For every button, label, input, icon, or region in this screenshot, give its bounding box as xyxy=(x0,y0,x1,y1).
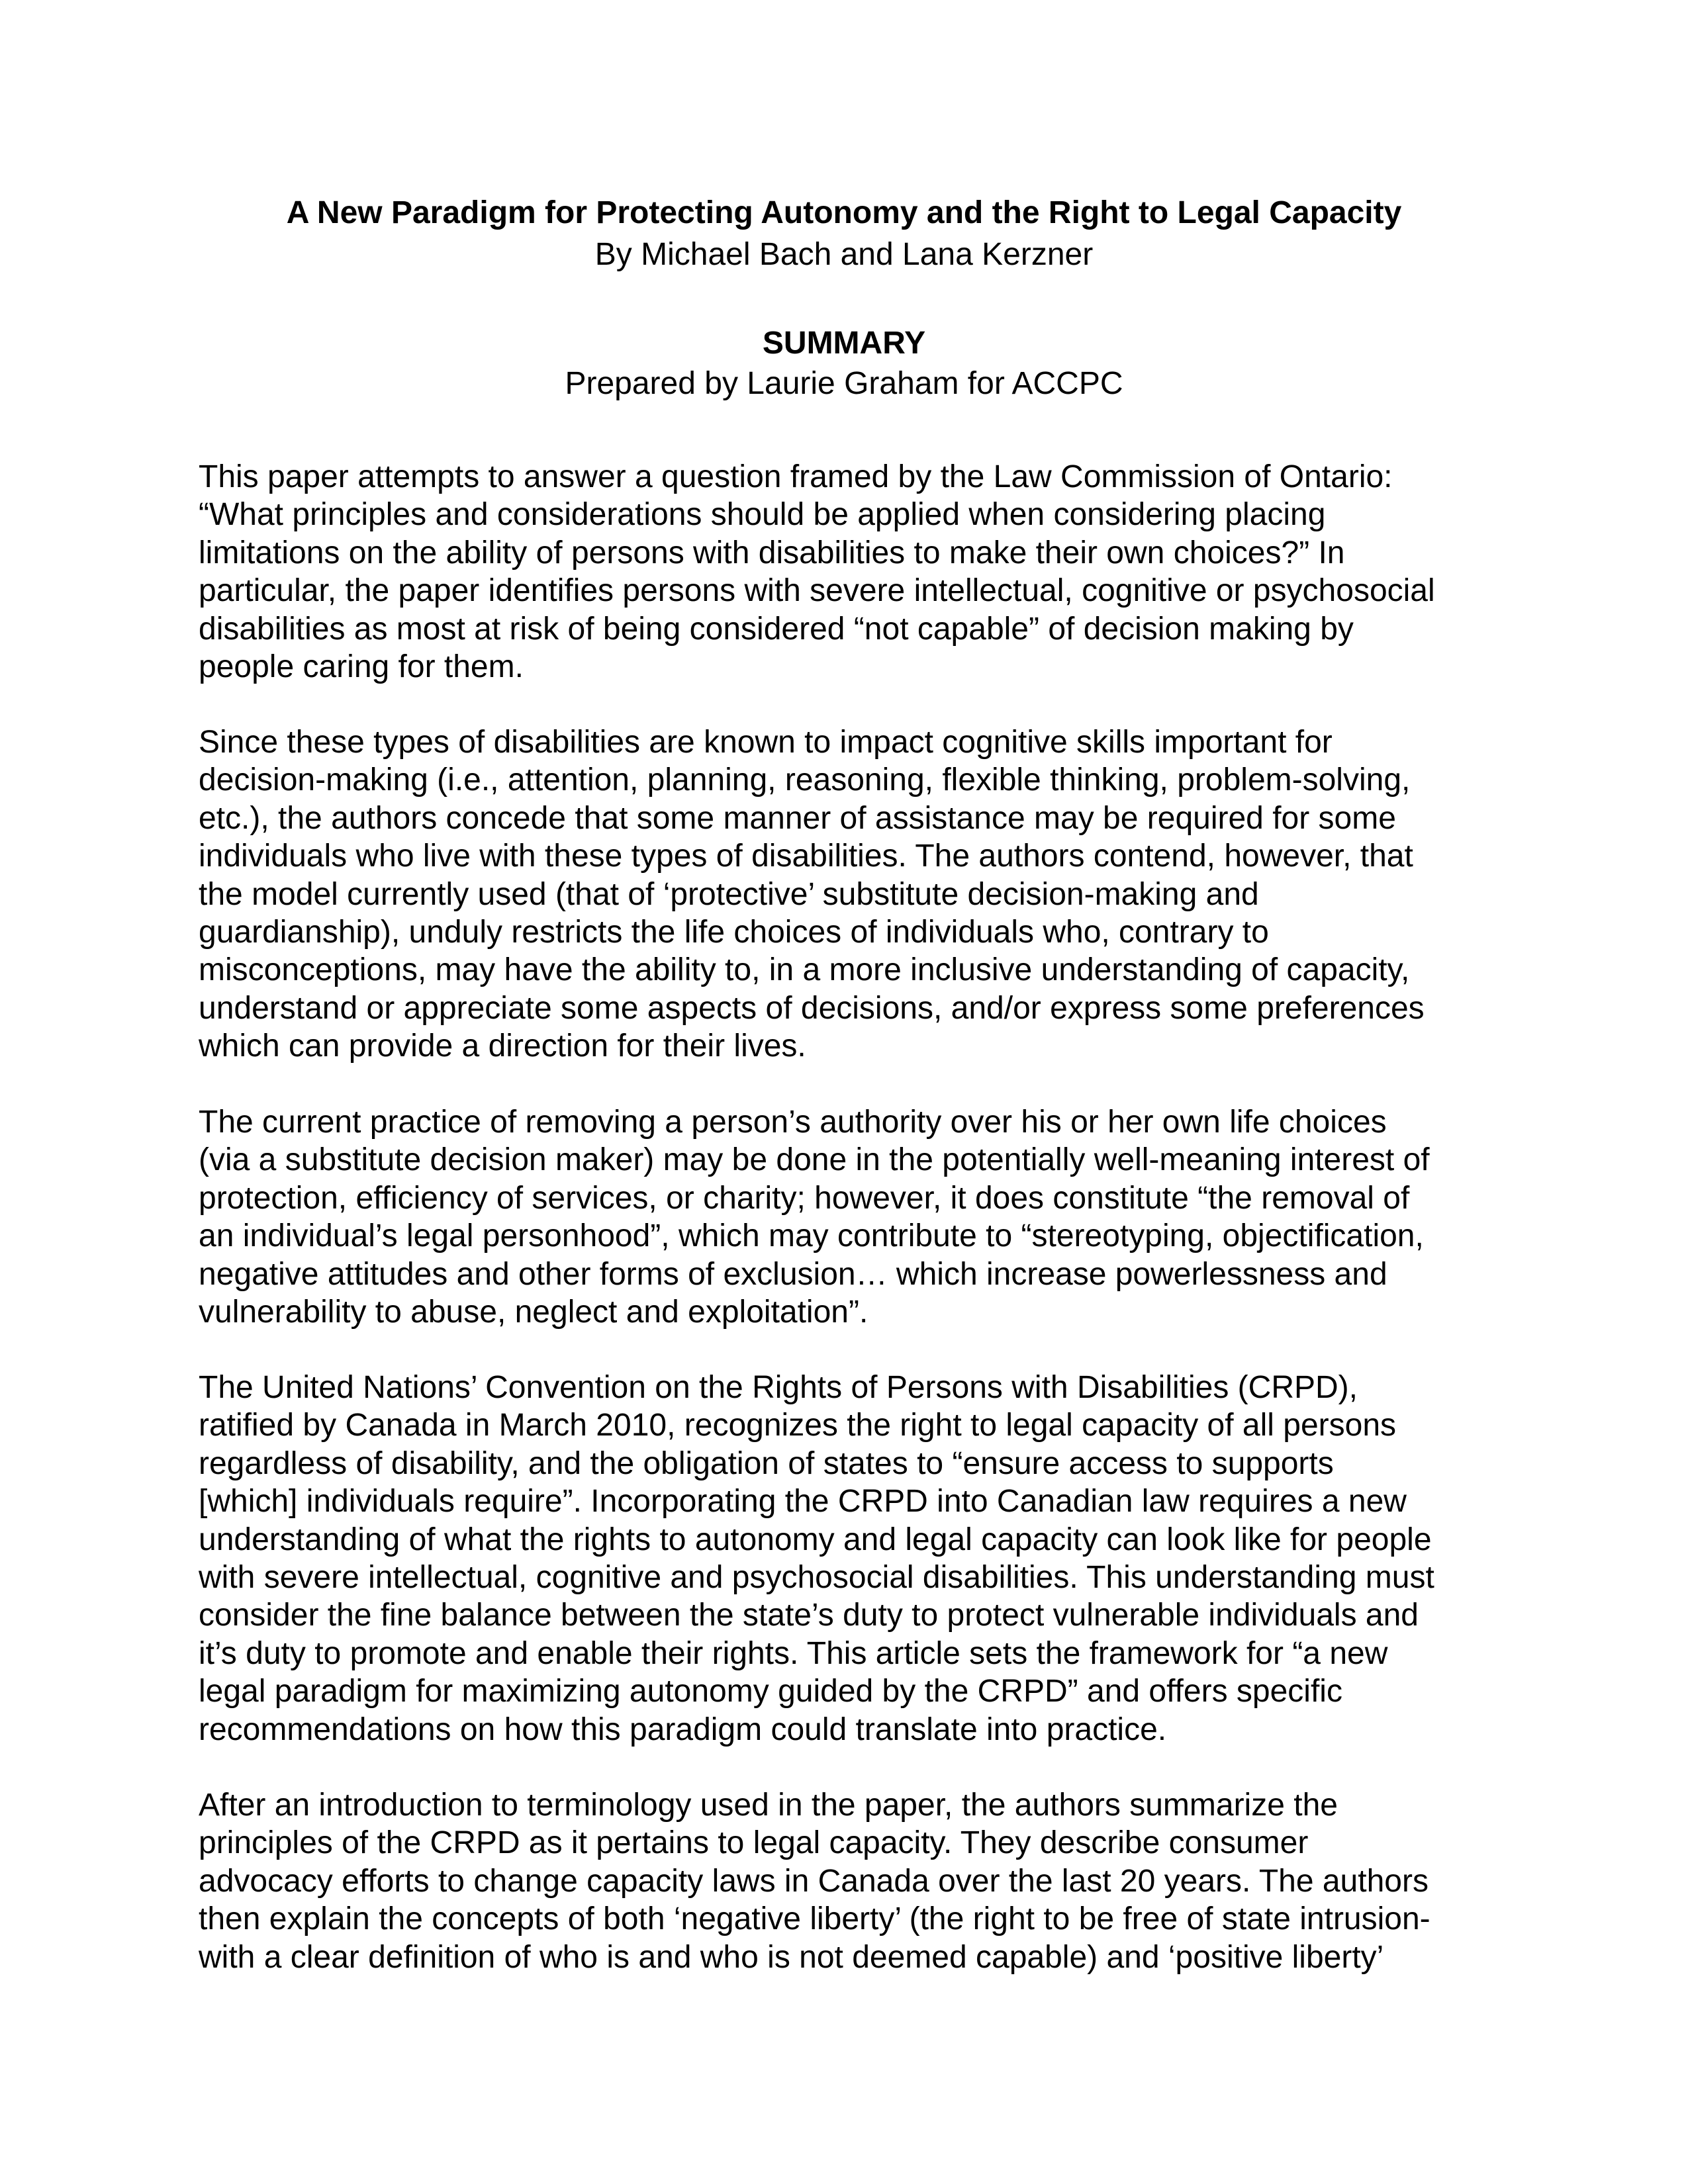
text-line: decision-making (i.e., attention, planning, reasoning, flexible thinking, problem-solving, xyxy=(199,762,1411,798)
text-line: understand or appreciate some aspects of decisions, and/or express some preferences xyxy=(199,990,1425,1026)
text-line: legal paradigm for maximizing autonomy guided by the CRPD” and offers specific xyxy=(199,1674,1342,1709)
text-line: etc.), the authors concede that some manner of assistance may be required for some xyxy=(199,800,1396,836)
paragraph-2 xyxy=(199,723,1523,1066)
text-line: an individual’s legal personhood”, which may contribute to “stereotyping, objectification, xyxy=(199,1218,1424,1254)
text-line: regardless of disability, and the obligation of states to “ensure access to supports xyxy=(199,1445,1334,1481)
text-line: with severe intellectual, cognitive and psychosocial disabilities. This understanding must xyxy=(199,1559,1434,1595)
text-line: Since these types of disabilities are known to impact cognitive skills important for xyxy=(199,725,1333,760)
text-line: which can provide a direction for their lives. xyxy=(199,1028,806,1064)
paragraph-3 xyxy=(199,1103,1523,1331)
text-line: consider the fine balance between the state’s duty to protect vulnerable individuals and xyxy=(199,1598,1419,1633)
section-heading: SUMMARY xyxy=(762,326,926,361)
text-line: (via a substitute decision maker) may be done in the potentially well-meaning interest of xyxy=(199,1142,1430,1178)
document-title: A New Paradigm for Protecting Autonomy and the Right to Legal Capacity xyxy=(286,195,1402,230)
text-line: After an introduction to terminology used in the paper, the authors summarize the xyxy=(199,1788,1338,1823)
text-line: [which] individuals require”. Incorporating the CRPD into Canadian law requires a new xyxy=(199,1484,1407,1520)
text-line: particular, the paper identifies persons with severe intellectual, cognitive or psychosocial xyxy=(199,573,1435,609)
text-line: negative attitudes and other forms of exclusion… which increase powerlessness and xyxy=(199,1256,1387,1292)
text-line: limitations on the ability of persons with disabilities to make their own choices?” In xyxy=(199,535,1345,570)
text-line: misconceptions, may have the ability to, in a more inclusive understanding of capacity, xyxy=(199,952,1410,988)
text-line: it’s duty to promote and enable their rights. This article sets the framework for “a new xyxy=(199,1635,1388,1671)
paragraph-4 xyxy=(199,1369,1523,1749)
text-line: vulnerability to abuse, neglect and exploitation”. xyxy=(199,1294,868,1330)
text-line: understanding of what the rights to autonomy and legal capacity can look like for people xyxy=(199,1522,1432,1557)
author-byline: By Michael Bach and Lana Kerzner xyxy=(594,237,1094,272)
text-line: ratified by Canada in March 2010, recognizes the right to legal capacity of all persons xyxy=(199,1408,1397,1443)
text-line: people caring for them. xyxy=(199,649,524,684)
text-line: This paper attempts to answer a question framed by the Law Commission of Ontario: xyxy=(199,459,1393,494)
text-line: The United Nations’ Convention on the Rights of Persons with Disabilities (CRPD), xyxy=(199,1370,1358,1405)
text-line: advocacy efforts to change capacity laws in Canada over the last 20 years. The authors xyxy=(199,1863,1429,1899)
text-line: disabilities as most at risk of being considered “not capable” of decision making by xyxy=(199,611,1354,647)
text-line: then explain the concepts of both ‘negative liberty’ (the right to be free of state intrusion- xyxy=(199,1901,1430,1937)
text-line: protection, efficiency of services, or charity; however, it does constitute “the removal of xyxy=(199,1180,1410,1216)
paragraph-1 xyxy=(199,458,1523,686)
text-line: with a clear definition of who is and who is not deemed capable) and ‘positive liberty’ xyxy=(199,1939,1384,1975)
text-line: guardianship), unduly restricts the life choices of individuals who, contrary to xyxy=(199,914,1269,950)
text-line: The current practice of removing a person’s authority over his or her own life choices xyxy=(199,1105,1387,1140)
text-line: the model currently used (that of ‘protective’ substitute decision-making and xyxy=(199,876,1259,912)
paragraph-5 xyxy=(199,1786,1523,1976)
prepared-by-line: Prepared by Laurie Graham for ACCPC xyxy=(565,366,1123,401)
text-line: principles of the CRPD as it pertains to legal capacity. They describe consumer xyxy=(199,1825,1309,1861)
text-line: “What principles and considerations should be applied when considering placing xyxy=(199,497,1326,533)
text-line: individuals who live with these types of disabilities. The authors contend, however, that xyxy=(199,839,1413,874)
text-line: recommendations on how this paradigm could translate into practice. xyxy=(199,1711,1167,1747)
